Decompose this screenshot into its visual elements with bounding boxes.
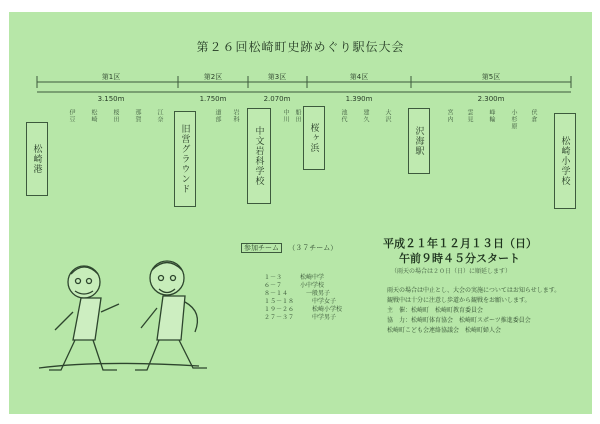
- waypoint: 道部: [214, 109, 221, 123]
- flyer-sheet: [9, 12, 592, 414]
- team-info: [241, 243, 337, 253]
- segment-3-distance: 2.070m: [263, 95, 291, 103]
- runner-illustration: [39, 261, 207, 370]
- station-box-station: 沢海駅: [408, 108, 430, 174]
- team-label: 参加チーム: [241, 243, 282, 253]
- note-line: 雨天の場合は中止とし、大会の実施についてはお知らせします。: [387, 287, 561, 294]
- segment-2-name: 第2区: [203, 73, 223, 81]
- team-row: １５－１８ 中学女子: [264, 298, 337, 305]
- note-line: 松崎町こども会連絡協議会 松崎町婦人会: [387, 327, 502, 334]
- station-box-school: 中文岩科学校: [247, 108, 271, 204]
- segment-2-distance: 1.750m: [199, 95, 227, 103]
- team-row: ６－７ 小中学校: [264, 282, 325, 289]
- team-count: （３７チーム）: [288, 244, 338, 252]
- waypoint: 船田: [294, 109, 301, 123]
- note-line: 協 力：松崎町体育協会 松崎町スポーツ推進委員会: [387, 317, 531, 324]
- rain-note: （雨天の場合は２０日（日）に順延します）: [391, 268, 512, 275]
- waypoint: 大沢: [384, 109, 391, 123]
- waypoint: 伊豆: [68, 109, 75, 123]
- waypoint: 那賀: [134, 109, 141, 123]
- station-box-matsuzaki-port: 松崎港: [26, 122, 48, 196]
- waypoint: 宮内: [446, 109, 453, 123]
- waypoint: 小杉原: [510, 109, 517, 130]
- waypoint: 池代: [340, 109, 347, 123]
- segment-1-distance: 3.150m: [97, 95, 125, 103]
- event-date: 平成２１年１２月１３日（日）: [383, 237, 537, 250]
- waypoint: 雲見: [466, 109, 473, 123]
- waypoint: 松崎: [90, 109, 97, 123]
- team-columns: [264, 274, 342, 322]
- waypoint: 伏倉: [530, 109, 537, 123]
- note-line: 主 催：松崎町 松崎町教育委員会: [387, 307, 484, 314]
- segment-5-distance: 2.300m: [477, 95, 505, 103]
- team-row: ２７－３７ 中学男子: [264, 314, 337, 321]
- event-title: 第２６回松崎町史跡めぐり駅伝大会: [196, 40, 405, 54]
- team-row: １－３ 松崎中学: [264, 274, 325, 281]
- team-row: ８－１４ 一般男子: [264, 290, 331, 297]
- start-time: 午前９時４５分スタート: [399, 252, 520, 265]
- segment-5-name: 第5区: [481, 73, 501, 81]
- waypoint: 建久: [362, 109, 369, 123]
- waypoint: 中川: [282, 109, 289, 123]
- waypoint: 桜田: [112, 109, 119, 123]
- station-box-matsuzaki-elementary: 松崎小学校: [554, 113, 576, 209]
- segment-4-name: 第4区: [349, 73, 369, 81]
- notes-block: [387, 286, 577, 336]
- segment-3-name: 第3区: [267, 73, 287, 81]
- station-box-sakuragahama: 桜ヶ浜: [303, 106, 325, 170]
- station-box-ground: 旧営グラウンド: [174, 111, 196, 207]
- segment-1-name: 第1区: [101, 73, 121, 81]
- note-line: 観戦中は十分に注意し歩道から観戦をお願いします。: [387, 297, 531, 304]
- team-row: １９－２６ 松崎小学校: [264, 306, 343, 313]
- segment-4-distance: 1.390m: [345, 95, 373, 103]
- waypoint: 江奈: [156, 109, 163, 123]
- waypoint: 岩科: [232, 109, 239, 123]
- waypoint: 峰輪: [488, 109, 495, 123]
